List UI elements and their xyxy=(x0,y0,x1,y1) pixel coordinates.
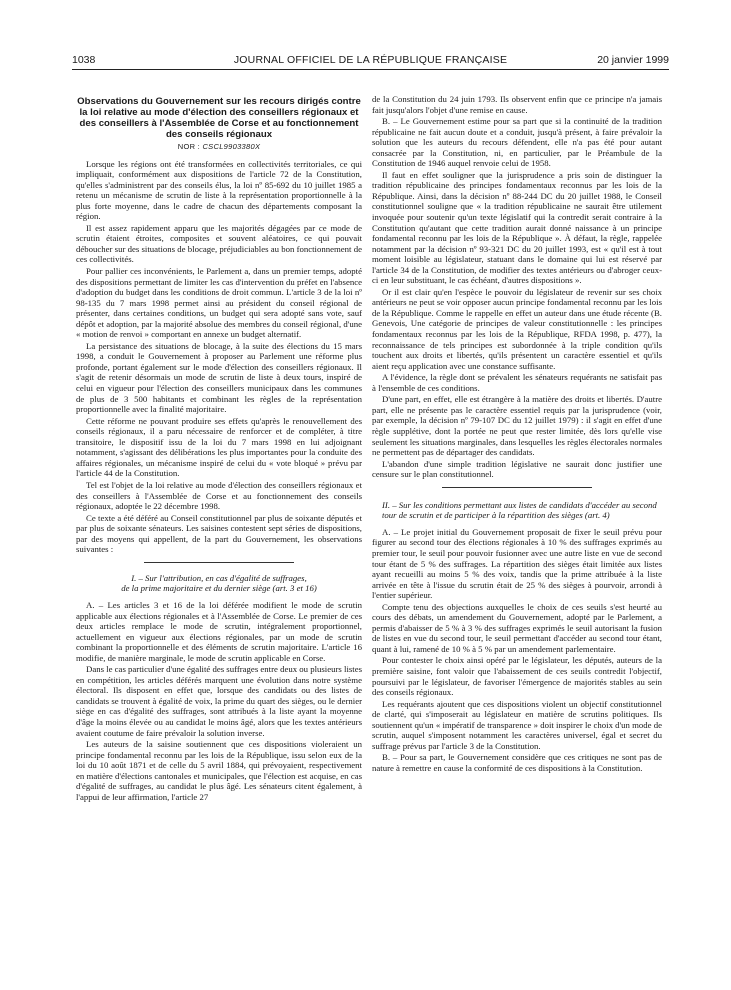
section-2-heading-text: II. – Sur les conditions permettant aux listes de candidats d'accéder au second tour de scrutin et de participer à la répartition des sièges (art. 4) xyxy=(382,499,657,521)
paragraph: Lorsque les régions ont été transformées en collectivités territoriales, ce qui impliquait, conformément aux dispositions de l'article 72 de la Constitution, qu'elles s'administrent par des conseils élus, la loi nº 85-692 du 10 juillet 1985 a retenu un mécanisme de scrutin de liste à la représentation proportionnelle à la plus forte moyenne, dans le cadre de chacun des départements composant la région. xyxy=(76,158,362,222)
nor-code: CSCL9903380X xyxy=(202,142,261,151)
paragraph: B. – Pour sa part, le Gouvernement considère que ces critiques ne sont pas de nature à remettre en cause la conformité de ces dispositions à la Constitution. xyxy=(372,752,662,773)
paragraph: Pour contester le choix ainsi opéré par le législateur, les députés, auteurs de la première saisine, font valoir que l'abaissement de ces seuils contredit l'objectif, poursuivi par le législateur, de favoriser l'émergence de majorités stables au sein des conseils régionaux. xyxy=(372,655,662,698)
header-rule xyxy=(72,69,669,70)
section-1-heading xyxy=(76,573,362,594)
paragraph: Dans le cas particulier d'une égalité des suffrages entre deux ou plusieurs listes en compétition, les articles déférés marquent une évolution dans notre système électoral. Ils disposent en effet que, lorsque des candidats ou des listes de candidats se trouvent à égalité de voix, la prime du quart des sièges, ou le dernier siège en cas d'égalité des suffrages, sont attribués à la liste ayant la moyenne d'âge la moins élevée ou au candidat le moins âgé, alors que les textes antérieurs avaient coutume de faire prévaloir la solution inverse. xyxy=(76,664,362,738)
paragraph: B. – Le Gouvernement estime pour sa part que si la continuité de la tradition républicaine ne fait aucun doute et a conduit, jusqu'à présent, à faire prévaloir la solution que les auteurs du recours défendent, elle n'a pas été pour autant consacrée par la Constitution, ni, en particulier, par le Préambule de la Constitution de 1946 auquel renvoie celui de 1958. xyxy=(372,116,662,169)
paragraph: Ce texte a été déféré au Conseil constitutionnel par plus de soixante députés et par plus de soixante sénateurs. Les saisines contestent sept séries de dispositions, par des moyens qui appellent, de la part du Gouvernement, les observations suivantes : xyxy=(76,512,362,555)
paragraph: Pour pallier ces inconvénients, le Parlement a, dans un premier temps, adopté des dispositions permettant de limiter les cas d'intervention du préfet en l'absence d'adoption du budget dans les conditions de droit commun. L'article 3 de la loi nº 98-135 du 7 mars 1998 permet ainsi au président du conseil régional de présenter, dans certaines conditions, un budget qui sera adopté sans vote, sauf dépôt et adoption, par la majorité absolue des membres du conseil régional, d'une « motion de renvoi » comportant en annexe un budget alternatif. xyxy=(76,266,362,340)
paragraph: D'une part, en effet, elle est étrangère à la matière des droits et libertés. D'autre part, elle ne présente pas le caractère essentiel requis par la jurisprudence (voir, par exemple, la décision nº 79-107 DC du 12 juillet 1979) : il s'agit en effet d'une règle supplétive, dont la portée ne peut que rester limitée, dès lors qu'elle vise seulement les situations marginales, dans lesquelles les règles électorales normales ne permettent pas de départager des candidats. xyxy=(372,394,662,458)
paragraph: Les requérants ajoutent que ces dispositions violent un objectif constitutionnel de clarté, qui s'imposerait au législateur en matière de scrutins politiques. Ils soutiennent qu'un « impératif de transparence » doit inspirer le choix d'un mode de scrutin, auquel s'imposent notamment les caractères universel, égal et secret du suffrage prévus par l'article 3 de la Constitution. xyxy=(372,698,662,751)
paragraph: Tel est l'objet de la loi relative au mode d'élection des conseillers régionaux et des conseillers à l'Assemblée de Corse et au fonctionnement des conseils régionaux, adoptée le 22 décembre 1998. xyxy=(76,479,362,512)
section-1-heading-line1: I. – Sur l'attribution, en cas d'égalité de suffrages, xyxy=(131,572,307,583)
paragraph: A. – Les articles 3 et 16 de la loi déférée modifient le mode de scrutin applicable aux élections régionales et à l'Assemblée de Corse. Le premier de ces deux articles remplace le mode de scrutin, intégralement proportionnel, actuellement en vigueur aux élections régionales, par un mode de scrutin combinant la proportionnelle et des éléments de scrutin majoritaire. L'article 16 modifie, de manière marginale, le mode de scrutin applicable en Corse. xyxy=(76,599,362,663)
paragraph: Compte tenu des objections auxquelles le choix de ces seuils s'est heurté au cours des débats, un amendement du Gouvernement, adopté par le Parlement, a permis d'abaisser de 5 % à 3 % des suffrages exprimés le seuil autorisant la fusion de listes en vue du second tour, le seuil permettant d'accéder au second tour étant, quant à lui, ramené de 10 % à 5 % par un amendement parlementaire. xyxy=(372,601,662,654)
paragraph: A. – Le projet initial du Gouvernement proposait de fixer le seuil prévu pour figurer au second tour des élections régionales à 10 % des suffrages exprimés au premier tour, le seuil pour pouvoir fusionner avec une autre liste en vue de second tour étant de 5 % des suffrages. La répartition des sièges était limitée aux listes ayant recueilli au moins 5 % des voix, tandis que la prime attribuée à la liste arrivée en tête à l'issue du scrutin était de 25 % des sièges à pourvoir, arrondi à l'entier supérieur. xyxy=(372,526,662,601)
page-header xyxy=(72,54,669,70)
paragraph: A l'évidence, la règle dont se prévalent les sénateurs requérants ne satisfait pas à l'ensemble de ces conditions. xyxy=(372,372,662,393)
section-separator xyxy=(144,562,294,563)
left-column xyxy=(76,96,362,803)
section-separator xyxy=(442,487,592,488)
paragraph: L'abandon d'une simple tradition législative ne saurait donc justifier une censure sur le plan constitutionnel. xyxy=(372,458,662,480)
paragraph: La persistance des situations de blocage, à la suite des élections du 15 mars 1998, a conduit le Gouvernement à proposer au Parlement une réforme plus profonde, portant également sur le mode d'élection des conseillers régionaux. Il s'agit de retenir désormais un mode de scrutin de liste à deux tours, inspiré de celui en vigueur pour l'élection des conseillers municipaux dans les communes de plus de 3 500 habitants et combinant les règles de la représentation proportionnelle avec la finalité majoritaire. xyxy=(76,340,362,415)
nor-label: NOR : xyxy=(177,142,203,151)
paragraph: Il est assez rapidement apparu que les majorités dégagées par ce mode de scrutin étaient étroites, composites et souvent aléatoires, ce qui pouvait déboucher sur des situations de blocage, préjudiciables au bon fonctionnement de ces collectivités. xyxy=(76,222,362,265)
article-title: Observations du Gouvernement sur les recours dirigés contre la loi relative au mode d'élection des conseillers régionaux et des conseillers à l'Assemblée de Corse et au fonctionnement des conseils régionaux xyxy=(77,96,361,140)
publication-date: 20 janvier 1999 xyxy=(597,54,669,66)
paragraph: Or il est clair qu'en l'espèce le pouvoir du législateur de revenir sur ses choix antérieurs ne peut se voir opposer aucun principe fondamental reconnu par les lois de la République. Comme le rappelle en effet un auteur dans une étude récente (B. Genevois, Une catégorie de principes de valeur constitutionnelle : les principes fondamentaux reconnus par les lois de la République, RFDA 1998, p. 477), la reconnaissance de tels principes est subordonnée à la triple condition qu'ils touchent aux droits et libertés, qu'ils présentent un caractère essentiel et qu'ils aient reçu application avec une constance suffisante. xyxy=(372,286,662,371)
right-column xyxy=(372,94,662,774)
page-number: 1038 xyxy=(72,54,96,66)
section-1-heading-line2: de la prime majoritaire et du dernier siège (art. 3 et 16) xyxy=(121,583,317,594)
paragraph: Cette réforme ne pouvant produire ses effets qu'après le renouvellement des conseils régionaux, il a paru nécessaire de renforcer et de compléter, à titre transitoire, le dispositif issu de la loi du 7 mars 1998 en lui adjoignant notamment, s'agissant des délibérations les plus importantes pour la conduite des affaires régionales, un mécanisme inspiré de celui du « vote bloqué » prévu par l'article 44 de la Constitution. xyxy=(76,415,362,479)
nor-reference xyxy=(76,142,362,153)
paragraph: Les auteurs de la saisine soutiennent que ces dispositions violeraient un principe fondamental reconnu par les lois de la République, issu selon eux de la loi du 10 août 1871 et de celle du 5 avril 1884, qui prévoyaient, respectivement en matière d'élections cantonales et municipales, que l'élection est acquise, en cas d'égalité de suffrages, au candidat le plus âgé. Les sénateurs citent également, à l'appui de leur affirmation, l'article 27 xyxy=(76,739,362,802)
paragraph: de la Constitution du 24 juin 1793. Ils observent enfin que ce principe n'a jamais fait jusqu'alors l'objet d'une remise en cause. xyxy=(372,94,662,115)
journal-title: JOURNAL OFFICIEL DE LA RÉPUBLIQUE FRANÇAISE xyxy=(233,54,508,66)
paragraph: Il faut en effet souligner que la jurisprudence a pris soin de distinguer la tradition républicaine des principes fondamentaux reconnus par les lois de la République. Ainsi, dans la décision nº 88-244 DC du 20 juillet 1988, le Conseil constitutionnel souligne que « la tradition républicaine ne saurait être utilement invoquée pour soutenir qu'un texte législatif qui la contredit serait contraire à la Constitution qu'autant que cette tradition aurait donné naissance à un principe fondamental reconnu par les lois de la République ». À défaut, la règle, rappelée notamment par la décision nº 93-321 DC du 20 juillet 1993, est « qu'il est à tout moment loisible au législateur, statuant dans le domaine qui lui est réservé par l'article 34 de la Constitution, de modifier des textes antérieurs ou d'abroger ceux-ci en leur substituant, le cas échéant, d'autres dispositions ». xyxy=(372,169,662,286)
section-2-heading xyxy=(372,500,662,521)
